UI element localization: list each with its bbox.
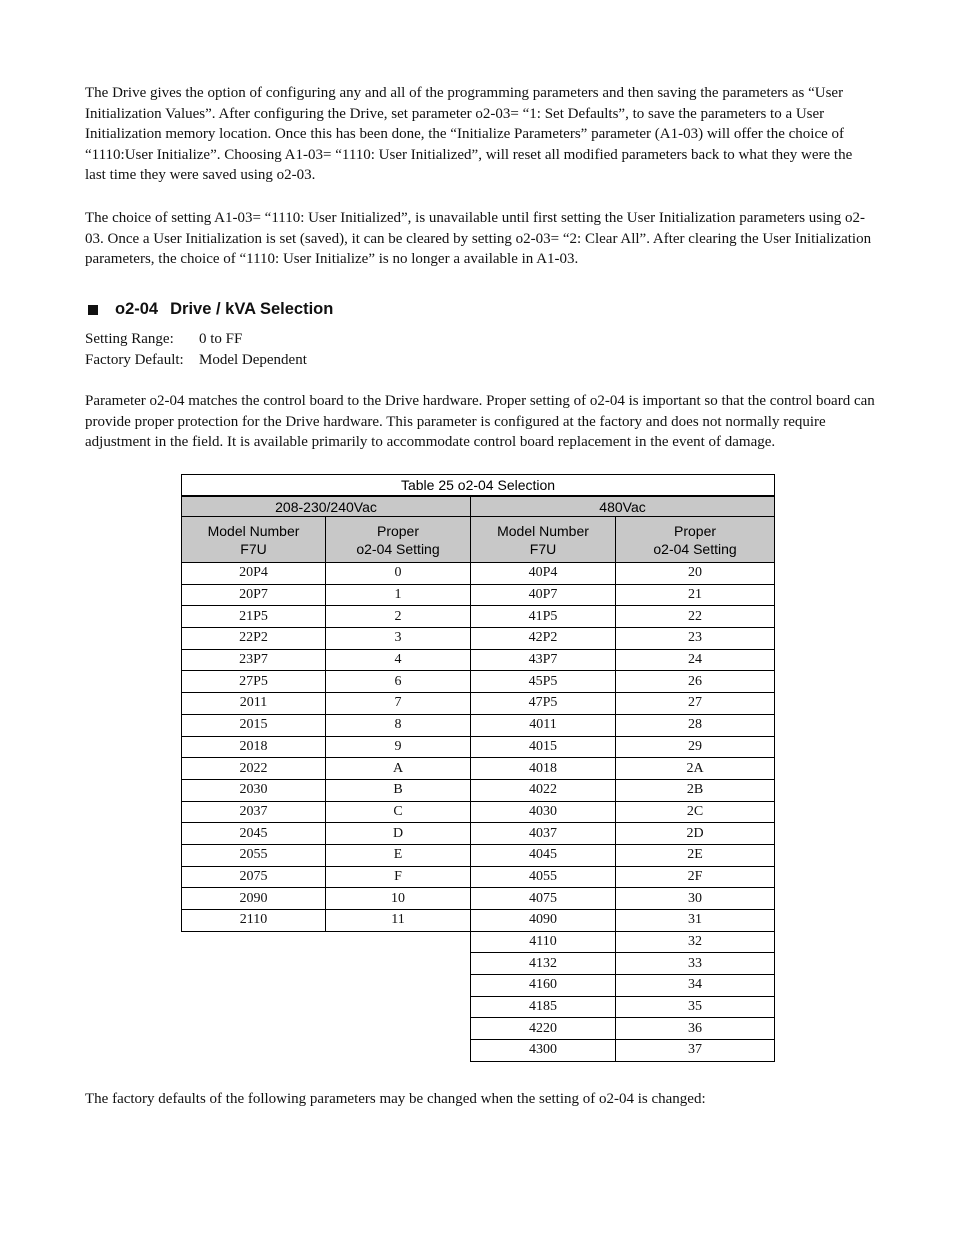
model-cell-480v: 40P7 — [471, 584, 616, 606]
model-cell-480v: 47P5 — [471, 693, 616, 715]
table-row — [182, 866, 775, 888]
setting-cell-240v: 1 — [326, 584, 471, 606]
model-cell-480v: 40P4 — [471, 563, 616, 585]
setting-cell-480v: 29 — [616, 736, 775, 758]
model-cell-480v: 4075 — [471, 888, 616, 910]
model-cell-240v: 2018 — [182, 736, 326, 758]
table-row — [182, 584, 775, 606]
empty-cell — [182, 931, 326, 953]
setting-cell-480v: 2A — [616, 758, 775, 780]
setting-cell-240v: F — [326, 866, 471, 888]
model-cell-480v: 4022 — [471, 779, 616, 801]
square-bullet-icon — [88, 305, 98, 315]
empty-cell — [326, 931, 471, 953]
table-row — [182, 910, 775, 932]
setting-cell-480v: 2F — [616, 866, 775, 888]
model-cell-480v: 4160 — [471, 975, 616, 997]
empty-cell — [182, 996, 326, 1018]
model-cell-480v: 4055 — [471, 866, 616, 888]
table-row — [182, 823, 775, 845]
empty-cell — [182, 975, 326, 997]
model-cell-480v: 4037 — [471, 823, 616, 845]
setting-cell-240v: 6 — [326, 671, 471, 693]
setting-cell-240v: 7 — [326, 693, 471, 715]
parameter-title: Drive / kVA Selection — [170, 300, 334, 318]
empty-cell — [182, 1040, 326, 1062]
table-row — [182, 844, 775, 866]
setting-cell-480v: 2E — [616, 844, 775, 866]
model-cell-480v: 43P7 — [471, 649, 616, 671]
table-row — [182, 628, 775, 650]
model-cell-480v: 4220 — [471, 1018, 616, 1040]
model-cell-240v: 2090 — [182, 888, 326, 910]
model-cell-480v: 4090 — [471, 910, 616, 932]
clear-paragraph: The choice of setting A1-03= “1110: User Initialized”, is unavailable until first setting the User Initialization parameters using o2-03. Once a User Initialization is set (saved), it can be cleared by setting o2-03= “2: Clear All”. After clearing the User Initialization parameters, the choice of “1110: User Initialize” is no longer a available in A1-03. — [85, 210, 872, 267]
empty-cell — [326, 996, 471, 1018]
table-row — [182, 758, 775, 780]
model-cell-480v: 4030 — [471, 801, 616, 823]
setting-cell-480v: 20 — [616, 563, 775, 585]
setting-cell-480v: 2D — [616, 823, 775, 845]
group-header-480v: 480Vac — [471, 496, 775, 517]
selection-table — [181, 474, 775, 1062]
setting-range-label: Setting Range: — [85, 331, 174, 347]
model-cell-240v: 2110 — [182, 910, 326, 932]
model-cell-480v: 41P5 — [471, 606, 616, 628]
setting-cell-480v: 33 — [616, 953, 775, 975]
model-cell-480v: 4015 — [471, 736, 616, 758]
table-row — [182, 1018, 775, 1040]
table-row — [182, 931, 775, 953]
setting-cell-480v: 23 — [616, 628, 775, 650]
setting-cell-480v: 21 — [616, 584, 775, 606]
table-row — [182, 563, 775, 585]
setting-cell-480v: 2C — [616, 801, 775, 823]
model-cell-240v: 2030 — [182, 779, 326, 801]
model-cell-240v: 20P7 — [182, 584, 326, 606]
setting-cell-240v: 11 — [326, 910, 471, 932]
setting-cell-240v: 4 — [326, 649, 471, 671]
setting-range — [85, 331, 242, 348]
empty-cell — [182, 953, 326, 975]
table-row — [182, 606, 775, 628]
setting-cell-240v: 8 — [326, 714, 471, 736]
table-row — [182, 649, 775, 671]
group-header-240v: 208-230/240Vac — [182, 496, 471, 517]
closing-paragraph: The factory defaults of the following parameters may be changed when the setting of o2-04 is changed: — [85, 1091, 706, 1107]
table-row — [182, 996, 775, 1018]
model-cell-240v: 2022 — [182, 758, 326, 780]
col-header-setting-480v: Proper o2-04 Setting — [616, 517, 775, 563]
setting-cell-240v: E — [326, 844, 471, 866]
col-header-model-240v: Model Number F7U — [182, 517, 326, 563]
setting-cell-240v: D — [326, 823, 471, 845]
table-row — [182, 888, 775, 910]
setting-cell-480v: 27 — [616, 693, 775, 715]
setting-cell-480v: 22 — [616, 606, 775, 628]
model-cell-480v: 4011 — [471, 714, 616, 736]
empty-cell — [326, 1040, 471, 1062]
empty-cell — [326, 953, 471, 975]
empty-cell — [326, 1018, 471, 1040]
table-row — [182, 801, 775, 823]
model-cell-240v: 27P5 — [182, 671, 326, 693]
factory-default-value: Model Dependent — [199, 352, 307, 368]
setting-cell-480v: 24 — [616, 649, 775, 671]
model-cell-240v: 2055 — [182, 844, 326, 866]
model-cell-240v: 23P7 — [182, 649, 326, 671]
factory-default — [85, 352, 307, 369]
setting-cell-480v: 28 — [616, 714, 775, 736]
model-cell-480v: 42P2 — [471, 628, 616, 650]
model-cell-480v: 4132 — [471, 953, 616, 975]
setting-cell-240v: 3 — [326, 628, 471, 650]
model-cell-240v: 2011 — [182, 693, 326, 715]
setting-cell-240v: B — [326, 779, 471, 801]
model-cell-480v: 4018 — [471, 758, 616, 780]
model-cell-240v: 2075 — [182, 866, 326, 888]
setting-cell-480v: 37 — [616, 1040, 775, 1062]
model-cell-240v: 2037 — [182, 801, 326, 823]
setting-range-value: 0 to FF — [199, 331, 243, 347]
setting-cell-480v: 2B — [616, 779, 775, 801]
setting-cell-240v: A — [326, 758, 471, 780]
table-row — [182, 1040, 775, 1062]
setting-cell-480v: 26 — [616, 671, 775, 693]
setting-cell-480v: 36 — [616, 1018, 775, 1040]
table-row — [182, 714, 775, 736]
parameter-code: o2-04 — [115, 300, 159, 318]
model-cell-480v: 4300 — [471, 1040, 616, 1062]
empty-cell — [326, 975, 471, 997]
setting-cell-240v: 0 — [326, 563, 471, 585]
model-cell-240v: 2045 — [182, 823, 326, 845]
col-header-setting-240v: Proper o2-04 Setting — [326, 517, 471, 563]
setting-cell-480v: 34 — [616, 975, 775, 997]
setting-cell-480v: 35 — [616, 996, 775, 1018]
table-caption: Table 25 o2-04 Selection — [182, 475, 775, 497]
description-paragraph: Parameter o2-04 matches the control board to the Drive hardware. Proper setting of o2-04 is important so that the control board can provide proper protection for the Drive hardware. This parameter is configured at the factory and does not normally require adjustment in the field. It is available primarily to accommodate control board replacement in the event of damage. — [85, 393, 875, 450]
model-cell-480v: 4110 — [471, 931, 616, 953]
table-row — [182, 975, 775, 997]
setting-cell-240v: 2 — [326, 606, 471, 628]
section-heading — [88, 300, 333, 319]
setting-cell-240v: C — [326, 801, 471, 823]
model-cell-240v: 21P5 — [182, 606, 326, 628]
model-cell-240v: 2015 — [182, 714, 326, 736]
table-row — [182, 779, 775, 801]
table-row — [182, 953, 775, 975]
setting-cell-240v: 10 — [326, 888, 471, 910]
model-cell-240v: 20P4 — [182, 563, 326, 585]
model-cell-480v: 45P5 — [471, 671, 616, 693]
col-header-model-480v: Model Number F7U — [471, 517, 616, 563]
setting-cell-480v: 32 — [616, 931, 775, 953]
table-row — [182, 671, 775, 693]
factory-default-label: Factory Default: — [85, 352, 184, 368]
model-cell-240v: 22P2 — [182, 628, 326, 650]
setting-cell-480v: 31 — [616, 910, 775, 932]
intro-paragraph: The Drive gives the option of configuring any and all of the programming parameters and then saving the parameters as “User Initialization Values”. After configuring the Drive, set parameter o2-03= “1: Set Defaults”, to save the parameters to a User Initialization memory location. Once this has been done, the “Initialize Parameters” parameter (A1-03) will offer the choice of “1110:User Initialize”. Choosing A1-03= “1110: User Initialized”, will reset all modified parameters back to what they were the last time they were saved using o2-03. — [85, 85, 853, 183]
empty-cell — [182, 1018, 326, 1040]
table-row — [182, 693, 775, 715]
setting-cell-480v: 30 — [616, 888, 775, 910]
model-cell-480v: 4045 — [471, 844, 616, 866]
setting-cell-240v: 9 — [326, 736, 471, 758]
model-cell-480v: 4185 — [471, 996, 616, 1018]
table-row — [182, 736, 775, 758]
